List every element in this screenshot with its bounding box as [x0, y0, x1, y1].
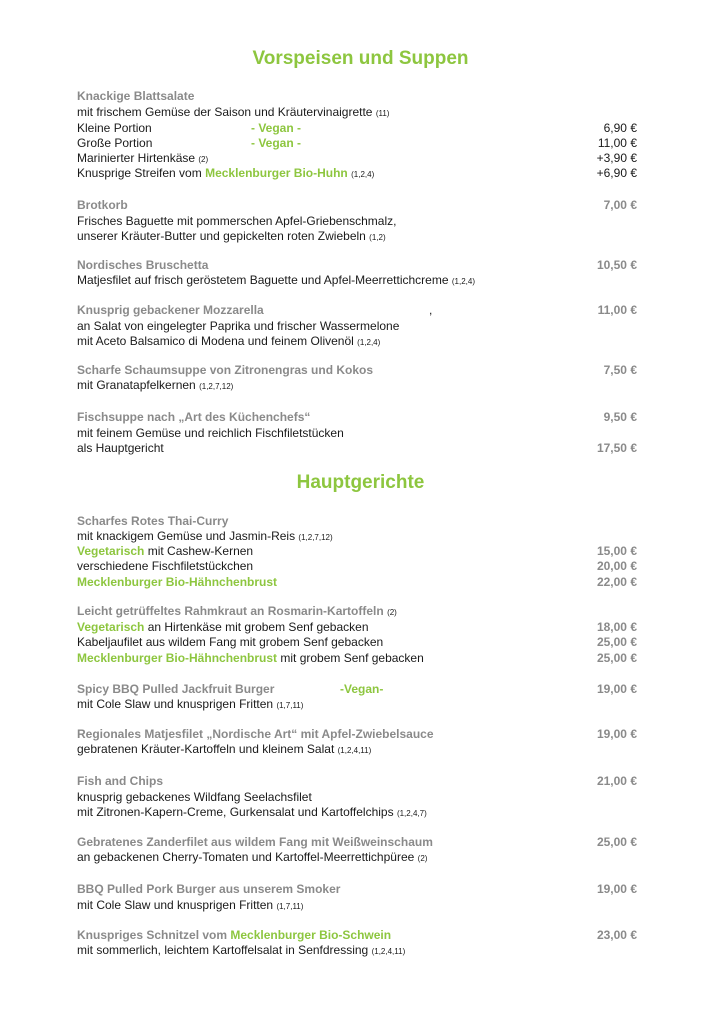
price: 9,50 €	[603, 410, 637, 424]
menu-item-desc	[77, 425, 637, 441]
allergen-note: (1,2,4,11)	[371, 947, 406, 956]
menu-option-row	[77, 165, 637, 181]
price: 15,00 €	[596, 544, 637, 558]
allergen-note: (1,2,7,12)	[298, 533, 333, 542]
menu-item-desc	[77, 741, 637, 757]
item-title: Regionales Matjesfilet „Nordische Art“ mit Apfel-Zwiebelsauce	[77, 727, 434, 741]
menu-item-title	[77, 257, 637, 273]
menu-option-row	[77, 634, 637, 650]
price: 23,00 €	[596, 928, 637, 942]
price: 25,00 €	[596, 835, 637, 849]
item-description: mit knackigem Gemüse und Jasmin-Reis	[77, 529, 296, 543]
item-title: Fish and Chips	[77, 774, 164, 788]
menu-item-title	[77, 834, 637, 850]
menu-item-title	[77, 773, 637, 789]
option-label: Marinierter Hirtenkäse	[77, 151, 196, 165]
option-label: Große Portion	[77, 136, 153, 150]
section-heading-hauptgerichte: Hauptgerichte	[296, 472, 425, 493]
allergen-note: (2)	[198, 155, 209, 164]
item-description: mit feinem Gemüse und reichlich Fischfiletstücken	[77, 426, 344, 440]
price: 19,00 €	[596, 882, 637, 896]
menu-item-title	[77, 927, 637, 943]
menu-item-desc	[77, 789, 637, 805]
highlight-text: Vegetarisch	[77, 620, 145, 634]
item-title: Gebratenes Zanderfilet aus wildem Fang mit Weißweinschaum	[77, 835, 433, 849]
highlight-text: Mecklenburger Bio-Schwein	[230, 928, 392, 942]
highlight-text: Mecklenburger Bio-Hähnchenbrust	[77, 651, 278, 665]
menu-option-row	[77, 135, 637, 151]
item-title: BBQ Pulled Pork Burger aus unserem Smoker	[77, 882, 341, 896]
vegan-tag: -Vegan-	[340, 682, 384, 696]
section-heading-vorspeisen: Vorspeisen und Suppen	[252, 48, 469, 69]
menu-item-title	[77, 362, 637, 378]
price: 11,00 €	[597, 303, 637, 317]
allergen-note: (1,2,4)	[357, 338, 381, 347]
price: 19,00 €	[596, 727, 637, 741]
price: 21,00 €	[596, 774, 637, 788]
item-title: Nordisches Bruschetta	[77, 258, 209, 272]
item-title: Scharfe Schaumsuppe von Zitronengras und Kokos	[77, 363, 374, 377]
menu-item-desc	[77, 804, 637, 820]
item-description: mit frischem Gemüse der Saison und Kräutervinaigrette	[77, 105, 373, 119]
option-label: Kabeljaufilet aus wildem Fang mit grobem Senf gebacken	[77, 635, 384, 649]
price: +6,90 €	[596, 166, 637, 180]
price: 6,90 €	[603, 121, 637, 135]
price: 11,00 €	[597, 136, 637, 150]
price: 7,50 €	[603, 363, 637, 377]
menu-item-desc	[77, 228, 637, 244]
allergen-note: (1,2,7,12)	[199, 382, 234, 391]
allergen-note: (1,2,4)	[451, 277, 475, 286]
menu-item-title	[77, 603, 637, 619]
item-description: Matjesfilet auf frisch geröstetem Baguette und Apfel-Meerrettichcreme	[77, 273, 449, 287]
menu-item-title	[77, 881, 637, 897]
menu-option-row	[77, 440, 637, 456]
item-description: mit sommerlich, leichtem Kartoffelsalat in Senfdressing	[77, 943, 369, 957]
allergen-note: (11)	[375, 109, 390, 118]
highlight-text: Mecklenburger Bio-Huhn	[205, 166, 348, 180]
stray-comma: ,	[429, 303, 433, 317]
menu-option-row	[77, 150, 637, 166]
option-label: als Hauptgericht	[77, 441, 164, 455]
item-title: Knusprig gebackener Mozzarella	[77, 303, 264, 317]
menu-item-title	[77, 726, 637, 742]
item-description: an Salat von eingelegter Paprika und frischer Wassermelone	[77, 319, 400, 333]
item-description: mit Granatapfelkernen	[77, 378, 196, 392]
option-label: mit grobem Senf gebacken	[277, 651, 424, 665]
item-title: Knuspriges Schnitzel vom	[77, 928, 228, 942]
allergen-note: (1,7,11)	[276, 902, 304, 911]
menu-option-row	[77, 558, 637, 574]
highlight-text: Vegetarisch	[77, 544, 145, 558]
menu-option-row	[77, 650, 637, 666]
menu-item-title	[77, 409, 637, 425]
allergen-note: (1,2)	[369, 233, 386, 242]
price: 10,50 €	[596, 258, 637, 272]
menu-option-row	[77, 619, 637, 635]
menu-item-title	[77, 197, 637, 213]
price: 20,00 €	[596, 559, 637, 573]
option-label: Knusprige Streifen vom	[77, 166, 202, 180]
vegan-tag: - Vegan -	[251, 121, 302, 135]
menu-item-desc	[77, 849, 637, 865]
menu-item-desc	[77, 213, 637, 229]
item-description: mit Cole Slaw und knusprigen Fritten	[77, 697, 274, 711]
price: +3,90 €	[596, 151, 637, 165]
vegan-tag: - Vegan -	[251, 136, 302, 150]
price: 18,00 €	[596, 620, 637, 634]
price: 22,00 €	[596, 575, 637, 589]
option-label: verschiedene Fischfiletstückchen	[77, 559, 254, 573]
menu-item-desc	[77, 377, 637, 393]
price: 19,00 €	[596, 682, 637, 696]
item-title: Scharfes Rotes Thai-Curry	[77, 514, 229, 528]
menu-item-desc	[77, 942, 637, 958]
allergen-note: (1,2,4,7)	[396, 809, 427, 818]
menu-item-desc	[77, 104, 637, 120]
menu-item-title	[77, 88, 637, 104]
item-description: mit Aceto Balsamico di Modena und feinem Olivenöl	[77, 334, 354, 348]
item-title: Knackige Blattsalate	[77, 89, 195, 103]
item-description: gebratenen Kräuter-Kartoffeln und kleinem Salat	[77, 742, 335, 756]
highlight-text: Mecklenburger Bio-Hähnchenbrust	[77, 575, 278, 589]
menu-item-desc	[77, 272, 637, 288]
menu-item-desc	[77, 696, 637, 712]
menu-item-title	[77, 302, 637, 318]
menu-item-desc	[77, 333, 637, 349]
menu-option-row	[77, 543, 637, 559]
item-title: Spicy BBQ Pulled Jackfruit Burger	[77, 682, 275, 696]
item-description: an gebackenen Cherry-Tomaten und Kartoffel-Meerrettichpüree	[77, 850, 415, 864]
allergen-note: (1,7,11)	[276, 701, 304, 710]
item-title: Brotkorb	[77, 198, 128, 212]
allergen-note: (1,2,4)	[351, 170, 375, 179]
option-label: Kleine Portion	[77, 121, 152, 135]
option-label: mit Cashew-Kernen	[144, 544, 254, 558]
item-description: mit Zitronen-Kapern-Creme, Gurkensalat und Kartoffelchips	[77, 805, 394, 819]
menu-item-title	[77, 681, 637, 697]
price: 17,50 €	[596, 441, 637, 455]
allergen-note: (2)	[387, 608, 397, 617]
item-description: mit Cole Slaw und knusprigen Fritten	[77, 898, 274, 912]
item-title: Fischsuppe nach „Art des Küchenchefs“	[77, 410, 311, 424]
item-description: Frisches Baguette mit pommerschen Apfel-Griebenschmalz,	[77, 214, 397, 228]
item-description: unserer Kräuter-Butter und gepickelten roten Zwiebeln	[77, 229, 366, 243]
allergen-note: (2)	[417, 854, 428, 863]
item-description: knusprig gebackenes Wildfang Seelachsfilet	[77, 790, 312, 804]
option-label: an Hirtenkäse mit grobem Senf gebacken	[144, 620, 369, 634]
price: 25,00 €	[596, 635, 637, 649]
allergen-note: (1,2,4,11)	[337, 746, 372, 755]
item-title: Leicht getrüffeltes Rahmkraut an Rosmarin-Kartoffeln	[77, 604, 384, 618]
menu-item-desc	[77, 318, 637, 334]
menu-option-row	[77, 120, 637, 136]
menu-item-desc	[77, 528, 637, 544]
price: 25,00 €	[596, 651, 637, 665]
price: 7,00 €	[603, 198, 637, 212]
menu-item-desc	[77, 897, 637, 913]
menu-item-title	[77, 513, 637, 529]
menu-option-row	[77, 574, 637, 590]
